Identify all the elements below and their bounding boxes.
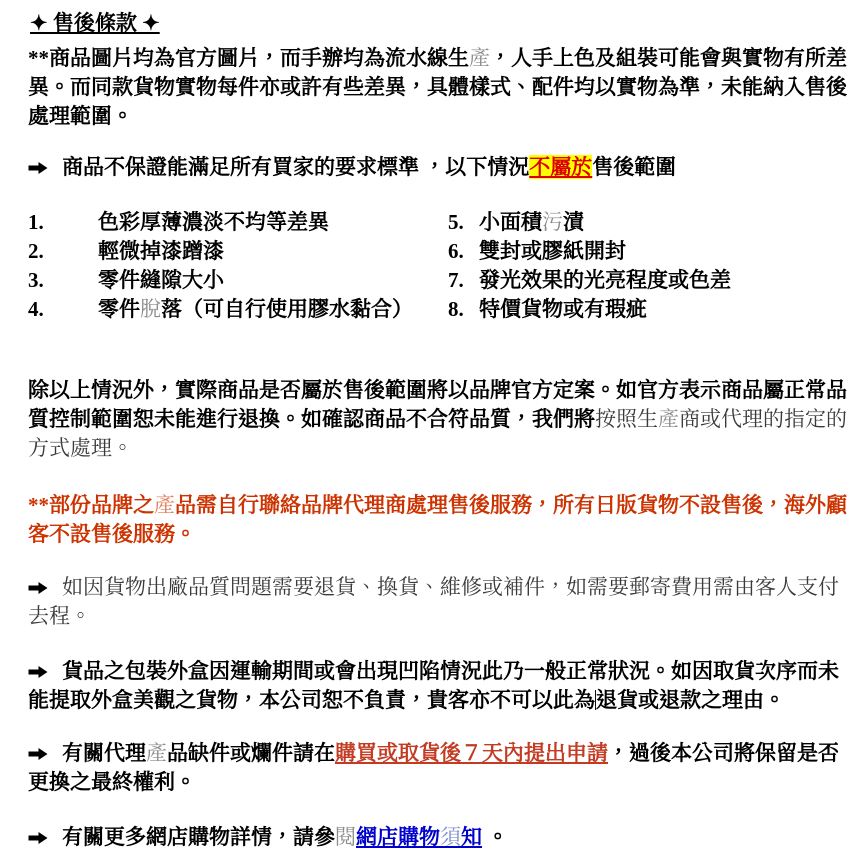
item-text: 輕微掉漆蹭漆 <box>98 239 224 263</box>
exclusion-item-6 <box>448 237 850 266</box>
item-number: 2. <box>28 239 44 263</box>
policy-text-pre: 商品不保證能滿足所有買家的要求標準 ，以下情況 <box>62 155 530 179</box>
item-text: 色彩厚薄濃淡不均等差異 <box>98 210 329 234</box>
arrow-icon <box>28 747 49 761</box>
item-number: 3. <box>28 268 44 292</box>
exclusion-item-5 <box>448 208 850 237</box>
page-title: ✦ 售後條款 ✦ <box>30 11 160 35</box>
exclusion-item-2 <box>28 237 448 266</box>
not-covered-highlight: 不屬於 <box>529 155 593 179</box>
packaging-text: 貨品之包裝外盒因運輸期間或會出現凹陷情況此乃一般正常狀況。如因取貨次序而未能提取外盒美觀之貨物，本公司恕不負責，貴客亦不可以此為退貨或退款之理由。 <box>28 659 839 712</box>
claim-within-7days-link[interactable]: 購買或取貨後７天內提出申請 <box>335 741 608 765</box>
factory-text: 如因貨物出廠品質問題需要退貨、換貨、維修或補件，如需要郵寄費用需由客人支付去程。 <box>28 575 839 628</box>
store-shopping-notice-link[interactable]: 網店購物須知 <box>356 825 482 849</box>
exclusion-list <box>28 208 850 324</box>
item-number: 1. <box>28 210 44 234</box>
intro-paragraph: **商品圖片均為官方圖片，而手辦均為流水線生產，人手上色及組裝可能會與實物有所差異。而同款貨物實物每件亦或許有些差異，具體樣式、配件均以實物為準，未能納入售後處理範圍。 <box>28 46 847 128</box>
item-text: 特價貨物或有瑕疵 <box>479 297 647 321</box>
item-text: 發光效果的光亮程度或色差 <box>479 268 731 292</box>
policy-scope-line <box>28 153 850 182</box>
missing-parts-paragraph <box>28 739 850 797</box>
exclusion-item-1 <box>28 208 448 237</box>
policy-text-post: 售後範圍 <box>592 155 677 179</box>
missing-parts-text-pre: 有關代理產品缺件或爛件請在 <box>62 741 335 765</box>
factory-defect-paragraph <box>28 573 850 631</box>
item-text: 零件縫隙大小 <box>98 268 224 292</box>
item-number: 5. <box>448 210 464 234</box>
item-text: 小面積污漬 <box>479 210 584 234</box>
exclusion-item-4 <box>28 295 448 324</box>
more-info-text-post: 。 <box>482 825 509 849</box>
missing-parts-text-post: ，過後本公司將保留是否更換之最終權利。 <box>28 741 839 794</box>
item-number: 7. <box>448 268 464 292</box>
arrow-icon <box>28 161 49 175</box>
more-info-text-pre: 有關更多網店購物詳情，請參閱 <box>62 825 356 849</box>
brand-agent-notice-paragraph: **部份品牌之產品需自行聯絡品牌代理商處理售後服務，所有日版貨物不設售後，海外顧客不設售後服務。 <box>28 493 847 546</box>
exclusion-item-8 <box>448 295 850 324</box>
exclusion-item-3 <box>28 266 448 295</box>
more-info-paragraph <box>28 823 850 852</box>
item-text: 雙封或膠紙開封 <box>479 239 626 263</box>
arrow-icon <box>28 665 49 679</box>
exclusion-list-left-column <box>28 208 448 324</box>
item-number: 4. <box>28 297 44 321</box>
packaging-dent-paragraph <box>28 657 850 715</box>
exclusion-item-7 <box>448 266 850 295</box>
item-number: 8. <box>448 297 464 321</box>
official-decision-paragraph: 除以上情況外，實際商品是否屬於售後範圍將以品牌官方定案。如官方表示商品屬正常品質控制範圍恕未能進行退換。如確認商品不合符品質，我們將按照生產商或代理的指定的方式處理。 <box>28 378 847 460</box>
item-text: 零件脫落（可自行使用膠水黏合） <box>98 297 413 321</box>
exclusion-list-right-column <box>448 208 850 324</box>
arrow-icon <box>28 581 49 595</box>
arrow-icon <box>28 831 49 845</box>
item-number: 6. <box>448 239 464 263</box>
